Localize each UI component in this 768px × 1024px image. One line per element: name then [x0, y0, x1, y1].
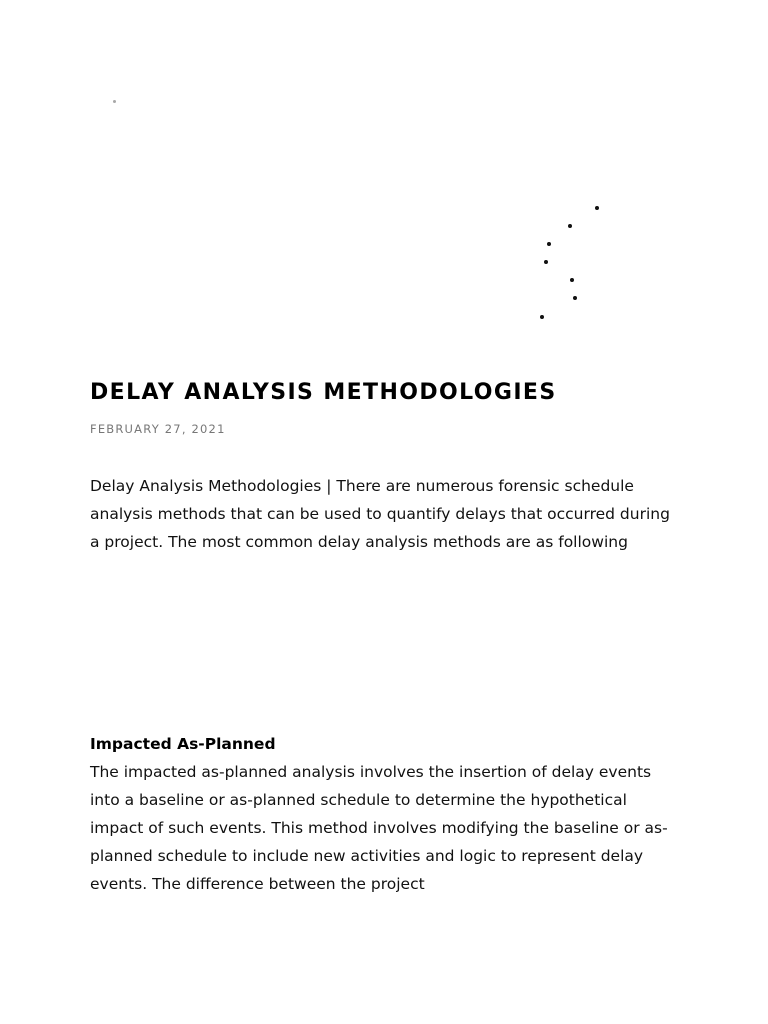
loading-spinner-dot — [570, 278, 574, 282]
section-body: The impacted as-planned analysis involves the insertion of delay events into a baseline or as-planned schedule to determine the hypothetical impact of such events. This method involves modifying the baseline or as-planned schedule to include new activities and logic to represent delay events. The difference between the project — [90, 763, 668, 893]
blog-post — [90, 378, 680, 898]
loading-spinner-dot — [540, 315, 544, 319]
loading-spinner-dot — [544, 260, 548, 264]
post-date: FEBRUARY 27, 2021 — [90, 422, 226, 436]
section-heading: Impacted As-Planned — [90, 735, 276, 753]
loading-spinner-dot — [568, 224, 572, 228]
decorative-dot — [113, 100, 116, 103]
post-title: DELAY ANALYSIS METHODOLOGIES — [90, 380, 557, 405]
loading-spinner-dot — [595, 206, 599, 210]
post-intro: Delay Analysis Methodologies | There are numerous forensic schedule analysis methods that can be used to quantify delays that occurred during a project. The most common delay analysis methods are as following — [90, 477, 670, 551]
loading-spinner-dot — [573, 296, 577, 300]
loading-spinner-dot — [547, 242, 551, 246]
